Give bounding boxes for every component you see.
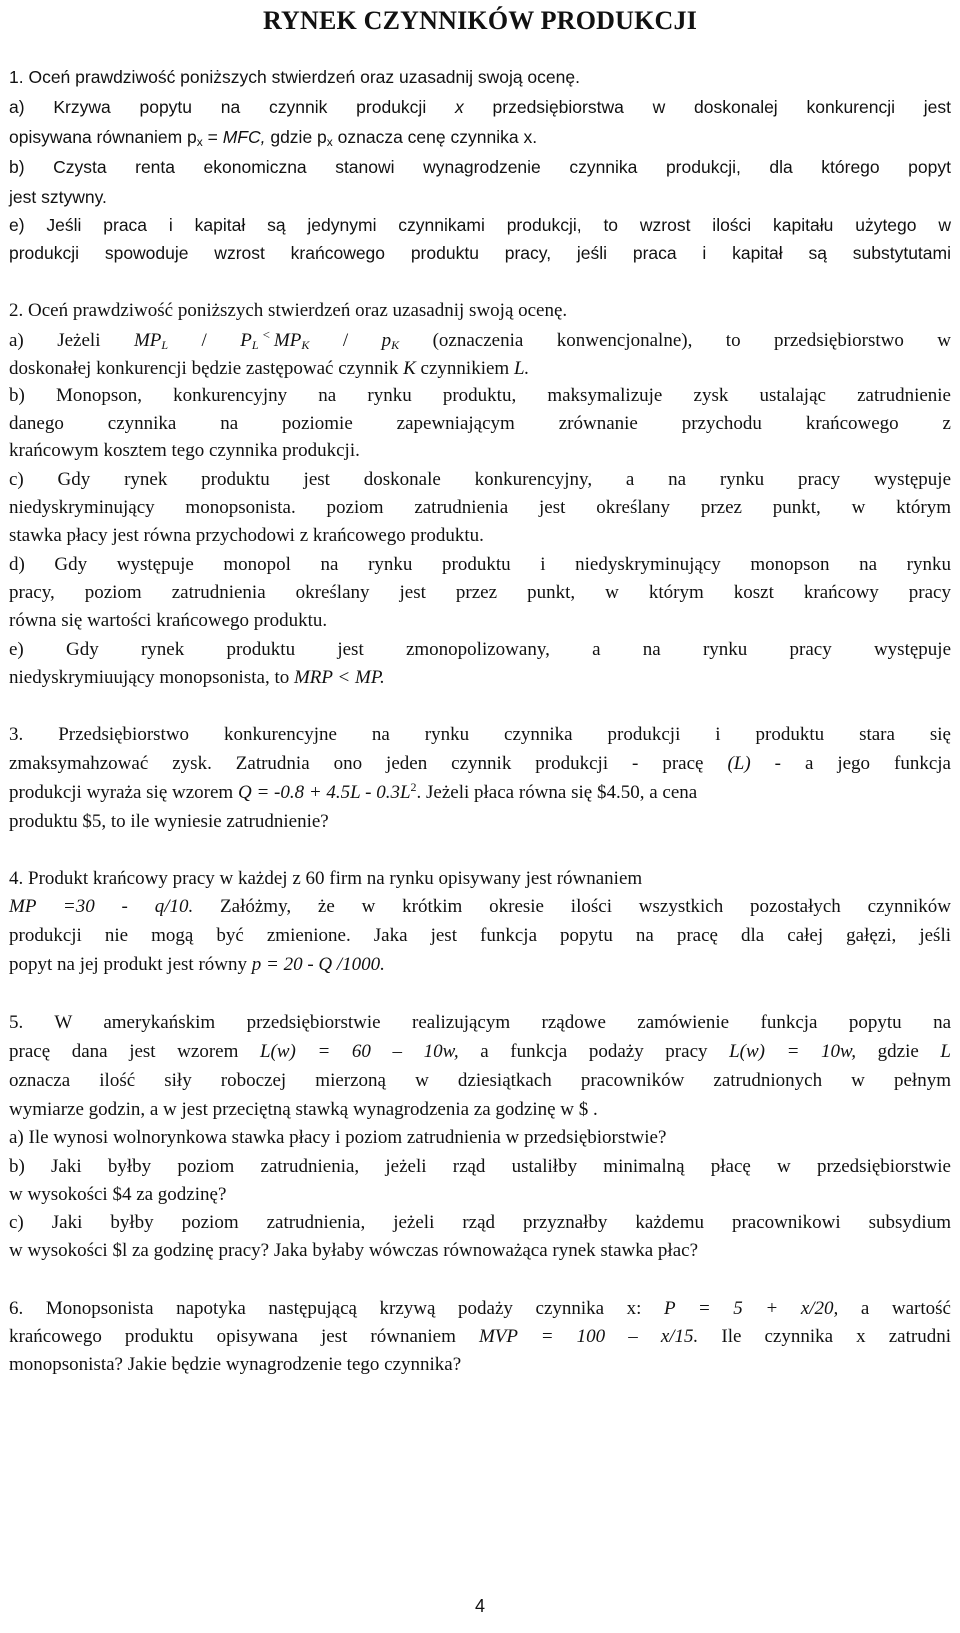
- q4-line-3: produkcji nie mogą być zmienione. Jaka jest funkcja popytu na pracę dla całej gałęzi, jeśli: [9, 925, 951, 946]
- q2-d-line-1: d) Gdy występuje monopol na rynku produktu i niedyskryminujący monopson na rynku: [9, 554, 951, 575]
- q1-b-line-1: b) Czysta renta ekonomiczna stanowi wynagrodzenie czynnika produkcji, dla którego popyt: [9, 157, 951, 177]
- q5-a: a) Ile wynosi wolnorynkowa stawka płacy i poziom zatrudnienia w przedsiębiorstwie?: [9, 1127, 667, 1148]
- q5-line-3: oznacza ilość siły roboczej mierzoną w dziesiątkach pracowników zatrudnionych w pełnym: [9, 1070, 951, 1091]
- q2-d-line-3: równa się wartości krańcowego produktu.: [9, 610, 328, 631]
- q1-heading: 1. Oceń prawdziwość poniższych stwierdzeń oraz uzasadnij swoją ocenę.: [9, 67, 580, 87]
- q4-line-2: MP =30 - q/10. Załóżmy, że w krótkim okresie ilości wszystkich pozostałych czynników: [9, 896, 951, 917]
- q1-e-line-2: produkcji spowoduje wzrost krańcowego produktu pracy, jeśli praca i kapitał są substytutami: [9, 243, 951, 263]
- q5-line-2: pracę dana jest wzorem L(w) = 60 – 10w, a funkcja podaży pracy L(w) = 10w, gdzie L: [9, 1041, 951, 1062]
- q4-line-1: 4. Produkt krańcowy pracy w każdej z 60 firm na rynku opisywany jest równaniem: [9, 868, 643, 889]
- q6-line-3: monopsonista? Jakie będzie wynagrodzenie tego czynnika?: [9, 1354, 462, 1375]
- q2-c-line-2: niedyskryminujący monopsonista. poziom zatrudnienia jest określany przez punkt, w którym: [9, 497, 951, 518]
- q1-b-line-2: jest sztywny.: [9, 187, 107, 207]
- q1-a-line-1: a) Krzywa popytu na czynnik produkcji x przedsiębiorstwa w doskonalej konkurencji jest: [9, 97, 952, 117]
- q2-c-line-1: c) Gdy rynek produktu jest doskonale konkurencyjny, a na rynku pracy występuje: [9, 469, 951, 490]
- q2-c-line-3: stawka płacy jest równa przychodowi z krańcowego produktu.: [9, 525, 484, 546]
- q2-a-line-2: doskonałej konkurencji będzie zastępować czynnik K czynnikiem L.: [9, 358, 530, 379]
- q6-line-2: krańcowego produktu opisywana jest równaniem MVP = 100 – x/15. Ile czynnika x zatrudni: [9, 1326, 951, 1347]
- q5-c-line-1: c) Jaki byłby poziom zatrudnienia, jeżeli rząd przyznałby każdemu pracownikowi subsydium: [9, 1212, 951, 1233]
- q2-b-line-1: b) Monopson, konkurencyjny na rynku produktu, maksymalizuje zysk ustalając zatrudnienie: [9, 385, 951, 406]
- q2-a-line-1: a) Jeżeli $MP_L / P_L^<$ $MP_K / p_K$ (oznaczenia konwencjonalne), to przedsiębiorstwo w: [9, 327, 952, 352]
- q3-line-3: produkcji wyraża się wzorem $Q = -0.8 + 4.5L - 0.3L^2$. Jeżeli płaca równa się $4.50, a cena: [9, 780, 698, 803]
- q3-line-1: 3. Przedsiębiorstwo konkurencyjne na rynku czynnika produkcji i produktu stara się: [9, 724, 951, 745]
- page-title: RYNEK CZYNNIKÓW PRODUKCJI: [262, 6, 698, 35]
- q1-e-line-1: e) Jeśli praca i kapitał są jedynymi czynnikami produkcji, to wzrost ilości kapitału użytego w: [9, 215, 951, 235]
- q2-heading: 2. Oceń prawdziwość poniższych stwierdzeń oraz uzasadnij swoją ocenę.: [9, 300, 568, 321]
- q2-e-line-2: niedyskrymiuujący monopsonista, to MRP < MP.: [9, 667, 385, 688]
- q3-line-4: produktu $5, to ile wyniesie zatrudnienie?: [9, 811, 329, 832]
- q5-b-line-2: w wysokości $4 za godzinę?: [9, 1184, 227, 1205]
- q1-a-line-2: opisywana równaniem $p_x$ = MFC, gdzie $p_x$ oznacza cenę czynnika x.: [9, 127, 538, 149]
- q2-b-line-2: danego czynnika na poziomie zapewniającym zrównanie przychodu krańcowego z: [9, 413, 951, 434]
- q5-b-line-1: b) Jaki byłby poziom zatrudnienia, jeżeli rząd ustaliłby minimalną płacę w przedsiębiorstwie: [9, 1156, 951, 1177]
- q5-c-line-2: w wysokości $l za godzinę pracy? Jaka byłaby wówczas równoważąca rynek stawka płac?: [9, 1240, 699, 1261]
- q3-line-2: zmaksymahzować zysk. Zatrudnia ono jeden czynnik produkcji - pracę (L) - a jego funkcja: [9, 753, 951, 774]
- q4-line-4: popyt na jej produkt jest równy p = 20 - Q /1000.: [9, 954, 385, 975]
- q2-d-line-2: pracy, poziom zatrudnienia określany jest przez punkt, w którym koszt krańcowy pracy: [9, 582, 951, 603]
- page-number: 4: [474, 1596, 485, 1616]
- q6-line-1: 6. Monopsonista napotyka następującą krzywą podaży czynnika x: P = 5 + x/20, a wartość: [9, 1298, 951, 1319]
- q2-b-line-3: krańcowym kosztem tego czynnika produkcji.: [9, 440, 360, 461]
- q2-e-line-1: e) Gdy rynek produktu jest zmonopolizowany, a na rynku pracy występuje: [9, 639, 951, 660]
- q5-line-4: wymiarze godzin, a w jest przeciętną stawką wynagrodzenia za godzinę w $ .: [9, 1099, 598, 1120]
- q5-line-1: 5. W amerykańskim przedsiębiorstwie realizującym rządowe zamówienie funkcja popytu na: [9, 1012, 951, 1033]
